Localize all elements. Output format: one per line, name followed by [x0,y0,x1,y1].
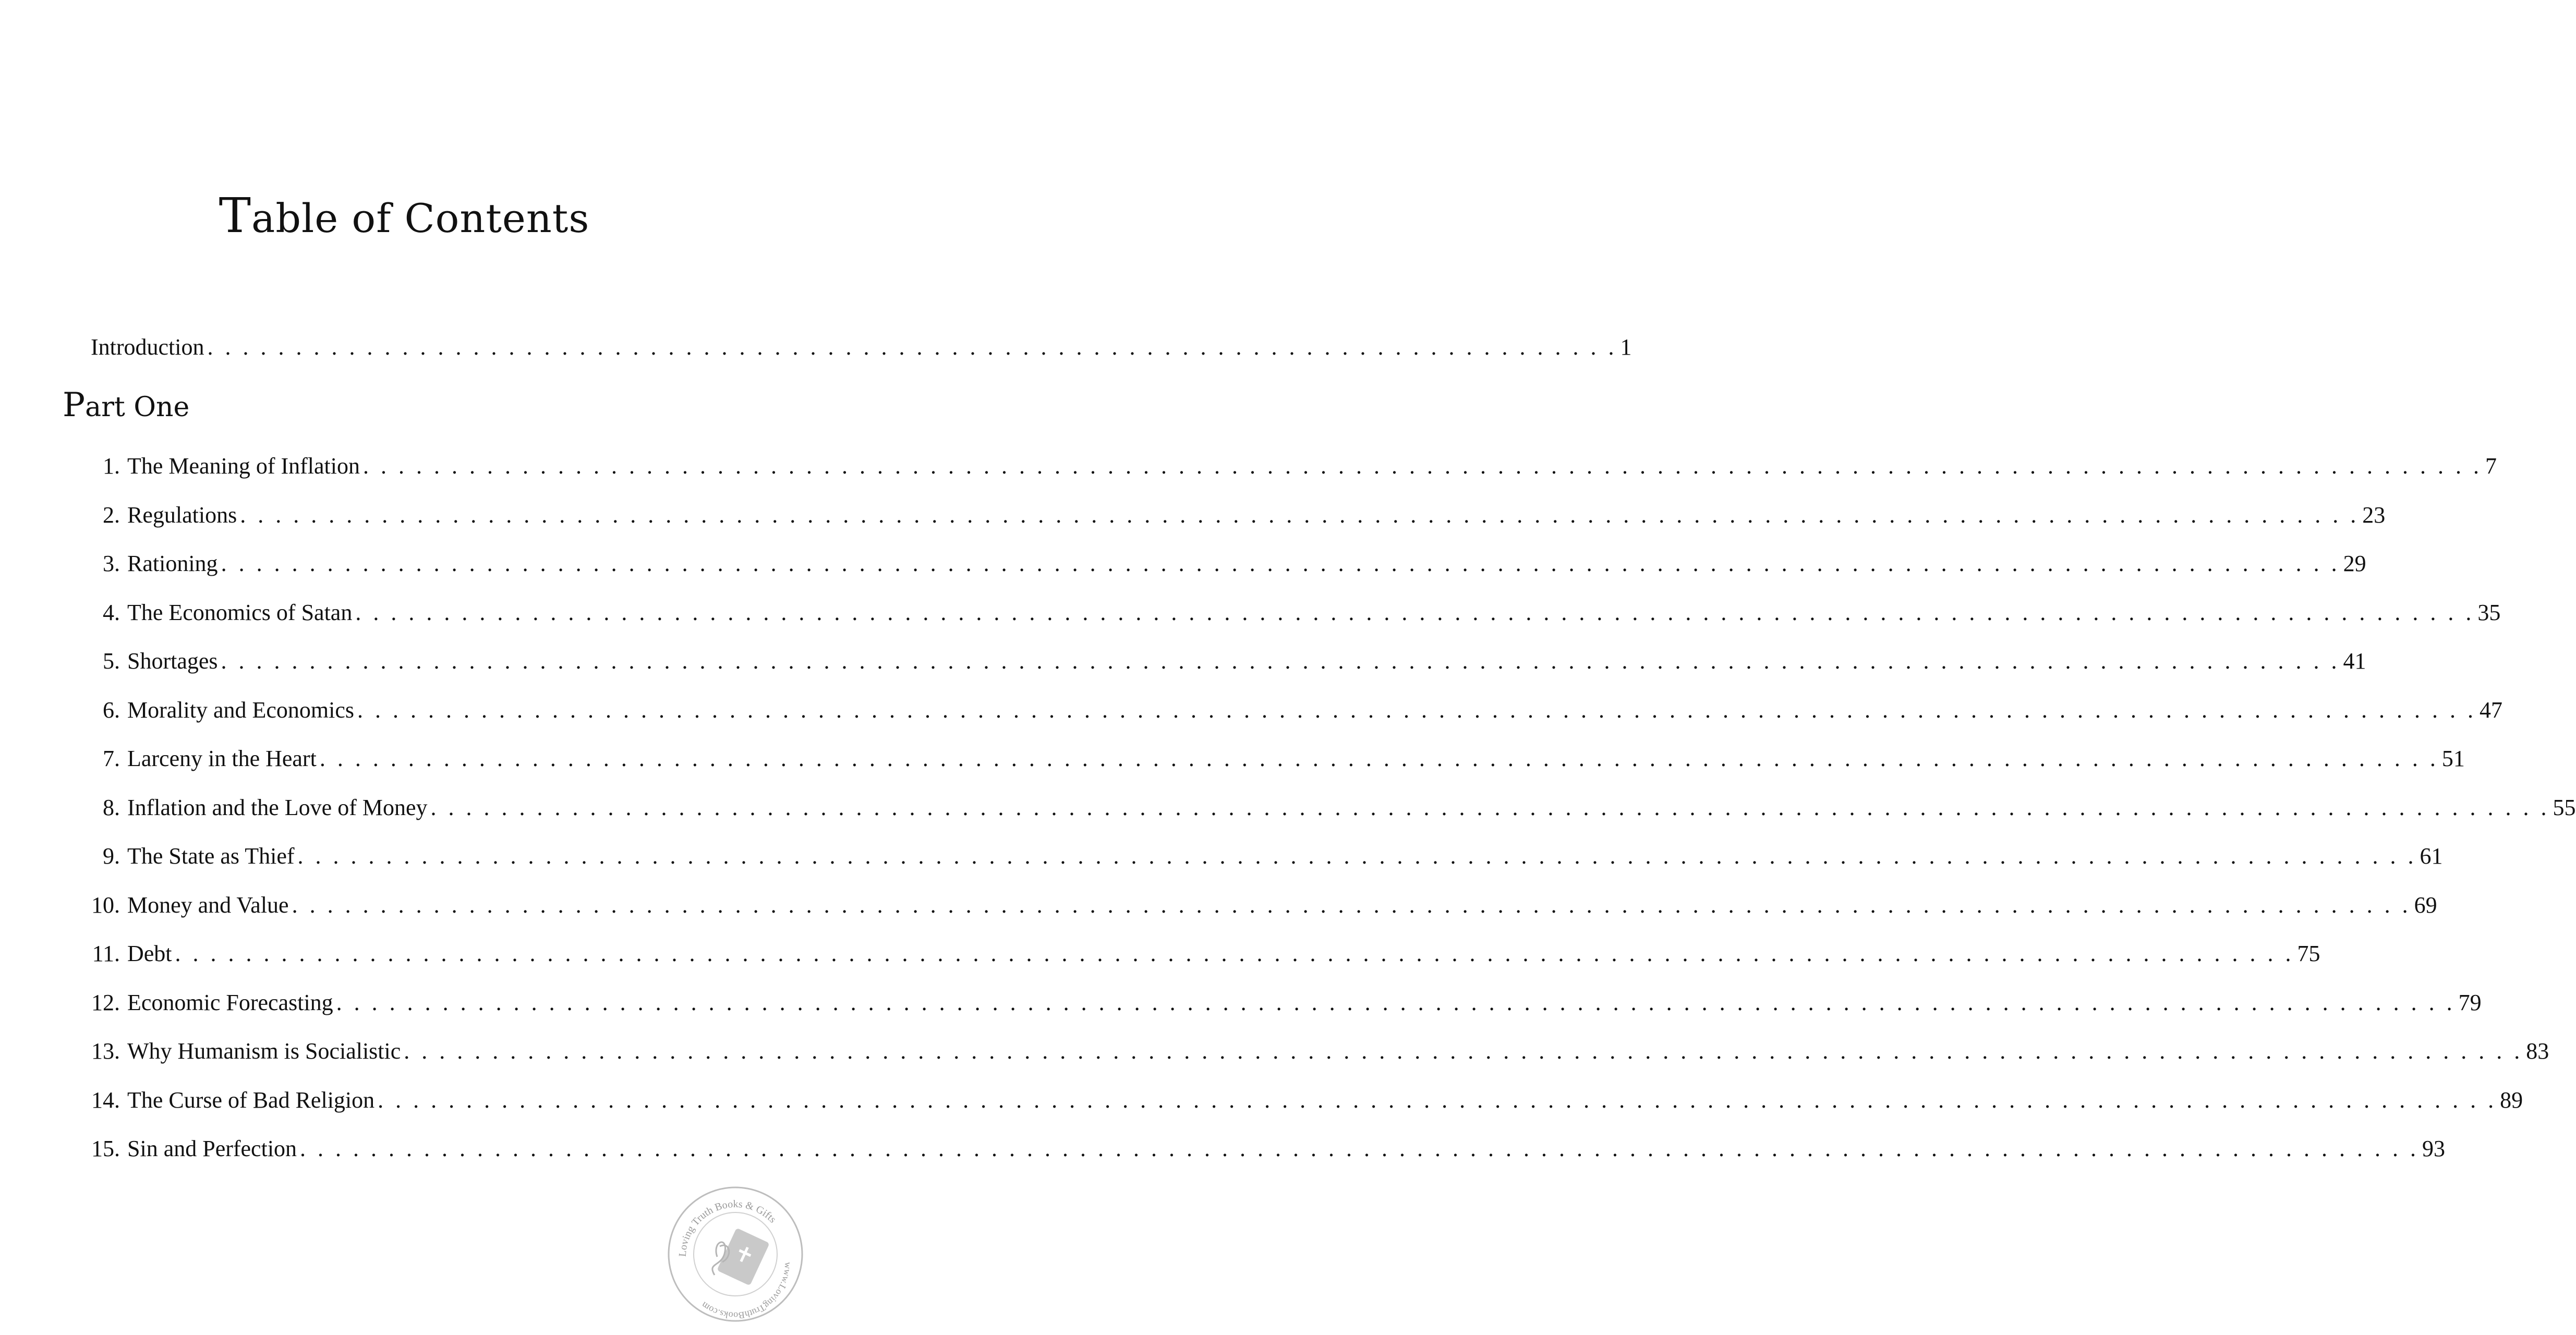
toc-entry-label: Shortages [127,648,218,674]
toc-entry-label: The State as Thief [127,843,295,869]
toc-entry [88,1085,2523,1116]
page-title: Table of Contents [219,188,590,244]
dot-leader: . . . . . . . . . . . . . . . . . . . . . . . . . . . . . . . . . . . . . . . . . . . . . . . . . . . . . . . . . . . . . . . . . . . . . . . . . . . . . . . . . . . . . . . . . . . . . . . . . . . . . . . . . . . . . . . . . . . . . . . . [319,746,2439,771]
toc-entry [88,1036,2549,1067]
dot-leader: . . . . . . . . . . . . . . . . . . . . . . . . . . . . . . . . . . . . . . . . . . . . . . . . . . . . . . . . . . . . . . . . . . . . . . . . . . . . . . . . . . . . . . . . . . . . . . . . . . . . . . . . . . . . . . . . . . . . . . . . [240,502,2360,528]
watermark-text-top: Loving Truth Books & Gifts [676,1198,779,1257]
toc-entry-page: 83 [2526,1038,2549,1064]
toc-entry [88,987,2482,1018]
bible-ribbon-icon [712,1228,770,1285]
toc-entry-label: Economic Forecasting [127,989,333,1015]
toc-entry-label: Morality and Economics [127,697,355,723]
toc-entry-label: Introduction [91,334,204,360]
dot-leader: . . . . . . . . . . . . . . . . . . . . . . . . . . . . . . . . . . . . . . . . . . . . . . . . . . . . . . . . . . . . . . . . . . . . . . . . . . . . . . . . . . . . . . . . . . . . . . . . . . . . . . . . . . . . . . . . . . . . . . . . [404,1038,2523,1064]
toc-entry-label: Rationing [127,551,218,576]
toc-entry-number: 10. [91,892,120,918]
dot-leader: . . . . . . . . . . . . . . . . . . . . . . . . . . . . . . . . . . . . . . . . . . . . . . . . . . . . . . . . . . . . . . . . . . . . . . . . . . . . . . . . . . . . . . . . . . . . . . . . . . . . . . . . . . . . . . . . . . . . . . . . [357,697,2477,723]
toc-entry [88,841,2443,872]
dot-leader: . . . . . . . . . . . . . . . . . . . . . . . . . . . . . . . . . . . . . . . . . . . . . . . . . . . . . . . . . . . . . . . . . . . . . . . . . . . . . . . . . . . . . . . . . . . . . . . . . . . . . . . . . . . . . . . . . . . . . . . . [336,989,2456,1015]
toc-entry-page: 41 [2343,648,2366,674]
toc-entry-label: Why Humanism is Socialistic [127,1038,401,1064]
toc-entry-page: 75 [2297,941,2320,966]
toc-entry [88,1133,2446,1164]
dot-leader: . . . . . . . . . . . . . . . . . . . . . . . . . . . . . . . . . . . . . . . . . . . . . . . . . . . . . . . . . . . . . . . . . . . . . . . . . . . . . . . . . . . . . . . . . . . . . . . . . . . . . . . . . . . . . . . . . . . . . . . . [221,551,2340,576]
watermark-text-side: www.LovingTruthBooks.com [699,1261,794,1321]
toc-entry-label: Regulations [127,502,237,528]
toc-entry-number: 11. [92,941,120,966]
toc-entry-number: 3. [103,551,120,576]
toc-entry-page: 1 [1620,334,1632,360]
dot-leader: . . . . . . . . . . . . . . . . . . . . . . . . . . . . . . . . . . . . . . . . . . . . . . . . . . . . . . . . . . . . . . . . . . . . . . . . . . . . . . . . [207,334,1617,360]
toc-entry-number: 15. [91,1136,120,1161]
toc-entry-number: 5. [103,648,120,674]
toc-entry-label: Larceny in the Heart [127,746,317,771]
toc-entry [88,695,2503,726]
dot-leader: . . . . . . . . . . . . . . . . . . . . . . . . . . . . . . . . . . . . . . . . . . . . . . . . . . . . . . . . . . . . . . . . . . . . . . . . . . . . . . . . . . . . . . . . . . . . . . . . . . . . . . . . . . . . . . . . . . . . . . . . [355,599,2475,625]
toc-entry-number: 7. [103,746,120,771]
toc-entry-number: 12. [91,989,120,1015]
dot-leader: . . . . . . . . . . . . . . . . . . . . . . . . . . . . . . . . . . . . . . . . . . . . . . . . . . . . . . . . . . . . . . . . . . . . . . . . . . . . . . . . . . . . . . . . . . . . . . . . . . . . . . . . . . . . . . . . . . . . . . . . [362,453,2482,479]
toc-entry-number: 9. [103,843,120,869]
toc-entry [88,792,2576,823]
toc-entry [88,548,2366,579]
toc-entry-number: 13. [91,1038,120,1064]
toc-entry-page: 93 [2422,1136,2446,1161]
toc-entry-page: 61 [2420,843,2443,869]
toc-entry-label: Debt [127,941,172,966]
toc-entry-number: 8. [103,794,120,820]
toc-entry-page: 35 [2477,599,2501,625]
dot-leader: . . . . . . . . . . . . . . . . . . . . . . . . . . . . . . . . . . . . . . . . . . . . . . . . . . . . . . . . . . . . . . . . . . . . . . . . . . . . . . . . . . . . . . . . . . . . . . . . . . . . . . . . . . . . . . . . . . . . . . . . [175,941,2294,966]
dot-leader: . . . . . . . . . . . . . . . . . . . . . . . . . . . . . . . . . . . . . . . . . . . . . . . . . . . . . . . . . . . . . . . . . . . . . . . . . . . . . . . . . . . . . . . . . . . . . . . . . . . . . . . . . . . . . . . . . . . . . . . . [297,843,2417,869]
toc-entry [88,597,2501,628]
toc-entry-page: 51 [2441,746,2465,771]
part-heading: Part One [63,386,190,424]
toc-entry-number: 4. [103,599,120,625]
toc-entry [88,743,2465,774]
toc-entry-number: 14. [91,1087,120,1113]
toc-entry-label: Sin and Perfection [127,1136,297,1161]
toc-entry-page: 23 [2362,502,2386,528]
toc-entry [88,646,2366,677]
toc-entry-number: 6. [103,697,120,723]
toc-entry-page: 69 [2414,892,2437,918]
dot-leader: . . . . . . . . . . . . . . . . . . . . . . . . . . . . . . . . . . . . . . . . . . . . . . . . . . . . . . . . . . . . . . . . . . . . . . . . . . . . . . . . . . . . . . . . . . . . . . . . . . . . . . . . . . . . . . . . . . . . . . . . [430,794,2550,820]
toc-entry-page: 55 [2553,794,2576,820]
toc-entry-label: The Economics of Satan [127,599,353,625]
toc-entry [88,451,2497,482]
toc-entry [88,890,2437,921]
toc-entry-number: 1. [103,453,120,479]
toc-entry-page: 79 [2458,989,2482,1015]
toc-entry-label: Money and Value [127,892,289,918]
toc-entry-page: 47 [2480,697,2503,723]
toc-entry [88,500,2386,531]
toc-entry-page: 89 [2500,1087,2523,1113]
toc-entry-label: The Curse of Bad Religion [127,1087,375,1113]
toc-entry-label: Inflation and the Love of Money [127,794,428,820]
toc-entry [88,938,2320,969]
dot-leader: . . . . . . . . . . . . . . . . . . . . . . . . . . . . . . . . . . . . . . . . . . . . . . . . . . . . . . . . . . . . . . . . . . . . . . . . . . . . . . . . . . . . . . . . . . . . . . . . . . . . . . . . . . . . . . . . . . . . . . . . [378,1087,2497,1113]
watermark-seal [665,1184,806,1325]
toc-entry-number: 2. [103,502,120,528]
toc-entry-page: 7 [2485,453,2497,479]
toc-entry-page: 29 [2343,551,2366,576]
toc-entry-introduction [91,332,1632,363]
dot-leader: . . . . . . . . . . . . . . . . . . . . . . . . . . . . . . . . . . . . . . . . . . . . . . . . . . . . . . . . . . . . . . . . . . . . . . . . . . . . . . . . . . . . . . . . . . . . . . . . . . . . . . . . . . . . . . . . . . . . . . . . [221,648,2340,674]
toc-entry-label: The Meaning of Inflation [127,453,360,479]
dot-leader: . . . . . . . . . . . . . . . . . . . . . . . . . . . . . . . . . . . . . . . . . . . . . . . . . . . . . . . . . . . . . . . . . . . . . . . . . . . . . . . . . . . . . . . . . . . . . . . . . . . . . . . . . . . . . . . . . . . . . . . . [292,892,2411,918]
dot-leader: . . . . . . . . . . . . . . . . . . . . . . . . . . . . . . . . . . . . . . . . . . . . . . . . . . . . . . . . . . . . . . . . . . . . . . . . . . . . . . . . . . . . . . . . . . . . . . . . . . . . . . . . . . . . . . . . . . . . . . . . [300,1136,2420,1161]
